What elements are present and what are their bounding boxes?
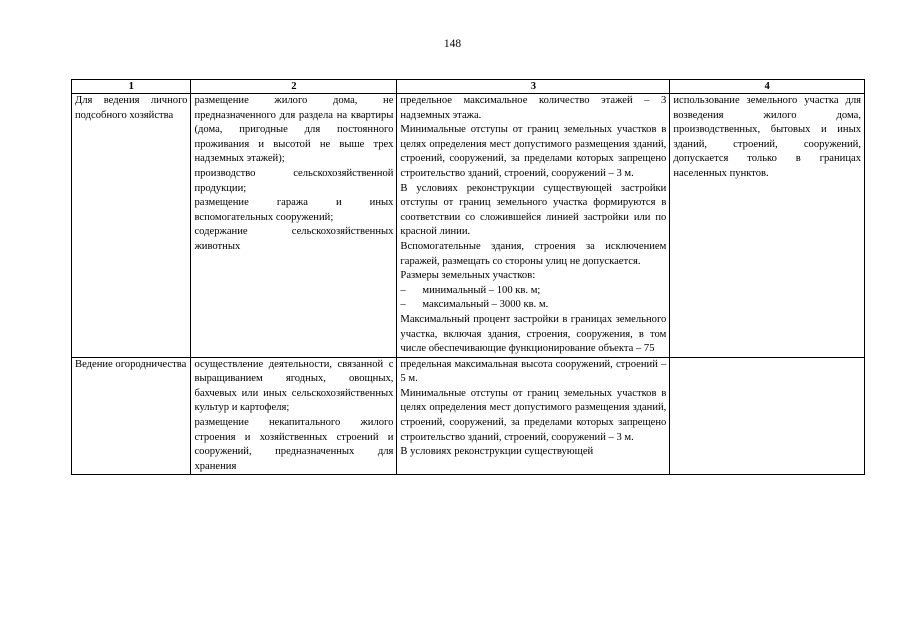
permitted-use-cell xyxy=(191,357,397,475)
parameter-text: предельная максимальная высота сооружений, строений – 5 м. xyxy=(400,358,667,385)
list-item xyxy=(400,298,666,313)
permitted-use-text: осуществление деятельности, связанной с выращиванием ягодных, овощных, бахчевых или иных сельскохозяйственных культур и картофеля; xyxy=(194,358,394,414)
header-col-2: 2 xyxy=(191,80,397,94)
dash-marker: – xyxy=(400,299,406,311)
parameter-text: В условиях реконструкции существующей xyxy=(400,446,594,458)
dash-marker: – xyxy=(400,284,406,296)
header-row xyxy=(72,80,865,94)
list-item-text: максимальный – 3000 кв. м. xyxy=(422,299,549,311)
parameter-text: Минимальные отступы от границ земельных участков в целях определения мест допустимого размещения зданий, строений, сооружений, за пределами которых запрещено строительство зданий, строений, сооружений – 3 м. xyxy=(400,124,667,179)
parameter-text: Вспомогательные здания, строения за исключением гаражей, размещать со стороны улиц не допускается. xyxy=(400,240,667,267)
restrictions-cell xyxy=(670,357,865,475)
permitted-use-text: размещение гаража и иных вспомогательных сооружений; xyxy=(194,197,394,223)
permitted-use-text: содержание сельскохозяйственных животных xyxy=(194,226,394,252)
permitted-use-text: производство сельскохозяйственной продукции; xyxy=(194,167,394,194)
land-use-name: Для ведения личного подсобного хозяйства xyxy=(75,95,188,121)
header-col-4: 4 xyxy=(670,80,865,94)
parameter-text: Максимальный процент застройки в границах земельного участка, включая здания, строения, сооружения, в том числе обеспечивающие функционирование объекта – 75 xyxy=(400,313,667,355)
table-row xyxy=(72,357,865,475)
land-use-name-cell xyxy=(72,94,191,358)
page-number: 148 xyxy=(443,38,462,50)
parameters-cell xyxy=(397,94,670,358)
zoning-table xyxy=(71,79,865,475)
header-col-1: 1 xyxy=(72,80,191,94)
table-row xyxy=(72,94,865,358)
parameter-text: Минимальные отступы от границ земельных участков в целях определения мест допустимого размещения зданий, строений, сооружений, за пределами которых запрещено строительство зданий, строений, сооружений – 3 м. xyxy=(400,387,667,443)
parameters-cell xyxy=(397,357,670,475)
permitted-use-text: размещение некапитального жилого строения и хозяйственных строений и сооружений, предназначенных для хранения xyxy=(194,417,394,472)
permitted-use-cell xyxy=(191,94,397,358)
restriction-text: использование земельного участка для возведения жилого дома, производственных, бытовых и иных зданий, строений, сооружений, допускается только в границах населенных пунктов. xyxy=(673,95,861,179)
parameter-text: В условиях реконструкции существующей застройки отступы от границ земельного участка формируются в соответствии со сложившейся линией застройки или по красной линии. xyxy=(400,182,667,238)
list-item xyxy=(400,284,666,299)
land-use-name-cell xyxy=(72,357,191,475)
list-item-text: минимальный – 100 кв. м; xyxy=(422,284,541,296)
parameter-text: Размеры земельных участков: xyxy=(400,270,536,282)
land-use-name: Ведение огородничества xyxy=(75,358,187,370)
header-col-3: 3 xyxy=(397,80,670,94)
permitted-use-text: размещение жилого дома, не предназначенного для раздела на квартиры (дома, пригодные для постоянного проживания и высотой не выше трех надземных этажей); xyxy=(194,95,394,165)
parameter-text: предельное максимальное количество этажей – 3 надземных этажа. xyxy=(400,95,667,121)
restrictions-cell xyxy=(670,94,865,358)
